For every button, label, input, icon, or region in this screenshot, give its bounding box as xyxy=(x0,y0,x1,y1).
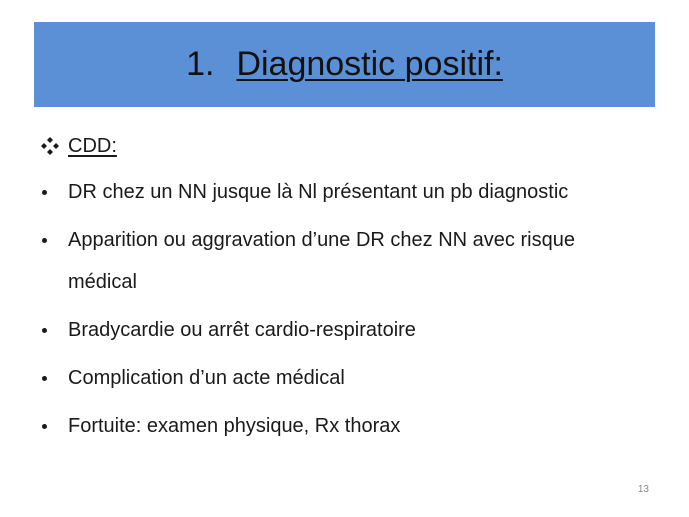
bullet-dot-icon xyxy=(42,376,47,381)
bullet-text: DR chez un NN jusque là Nl présentant un pb diagnostic xyxy=(68,181,569,203)
title-text: Diagnostic positif: xyxy=(236,45,503,83)
page-number: 13 xyxy=(637,484,649,495)
section-heading-text: CDD: xyxy=(68,135,117,157)
bullet-text-continued: médical xyxy=(68,271,137,293)
slide-content xyxy=(40,132,650,460)
title-number: 1. xyxy=(186,45,215,83)
bullet-dot-icon xyxy=(42,424,47,429)
bullet-text: Bradycardie ou arrêt cardio-respiratoire xyxy=(68,319,416,341)
list-item xyxy=(40,364,650,392)
list-item xyxy=(40,178,650,206)
list-item xyxy=(40,412,650,440)
four-diamond-bullet-icon xyxy=(40,136,60,156)
slide-title xyxy=(186,45,503,84)
bullet-text: Apparition ou aggravation d’une DR chez NN avec risque xyxy=(68,229,575,251)
list-item xyxy=(40,226,650,296)
bullet-text: Fortuite: examen physique, Rx thorax xyxy=(68,415,401,437)
bullet-list xyxy=(40,178,650,440)
title-bar xyxy=(34,22,655,107)
section-heading xyxy=(40,132,650,160)
bullet-dot-icon xyxy=(42,328,47,333)
bullet-dot-icon xyxy=(42,238,47,243)
bullet-dot-icon xyxy=(42,190,47,195)
bullet-text: Complication d’un acte médical xyxy=(68,367,345,389)
list-item xyxy=(40,316,650,344)
